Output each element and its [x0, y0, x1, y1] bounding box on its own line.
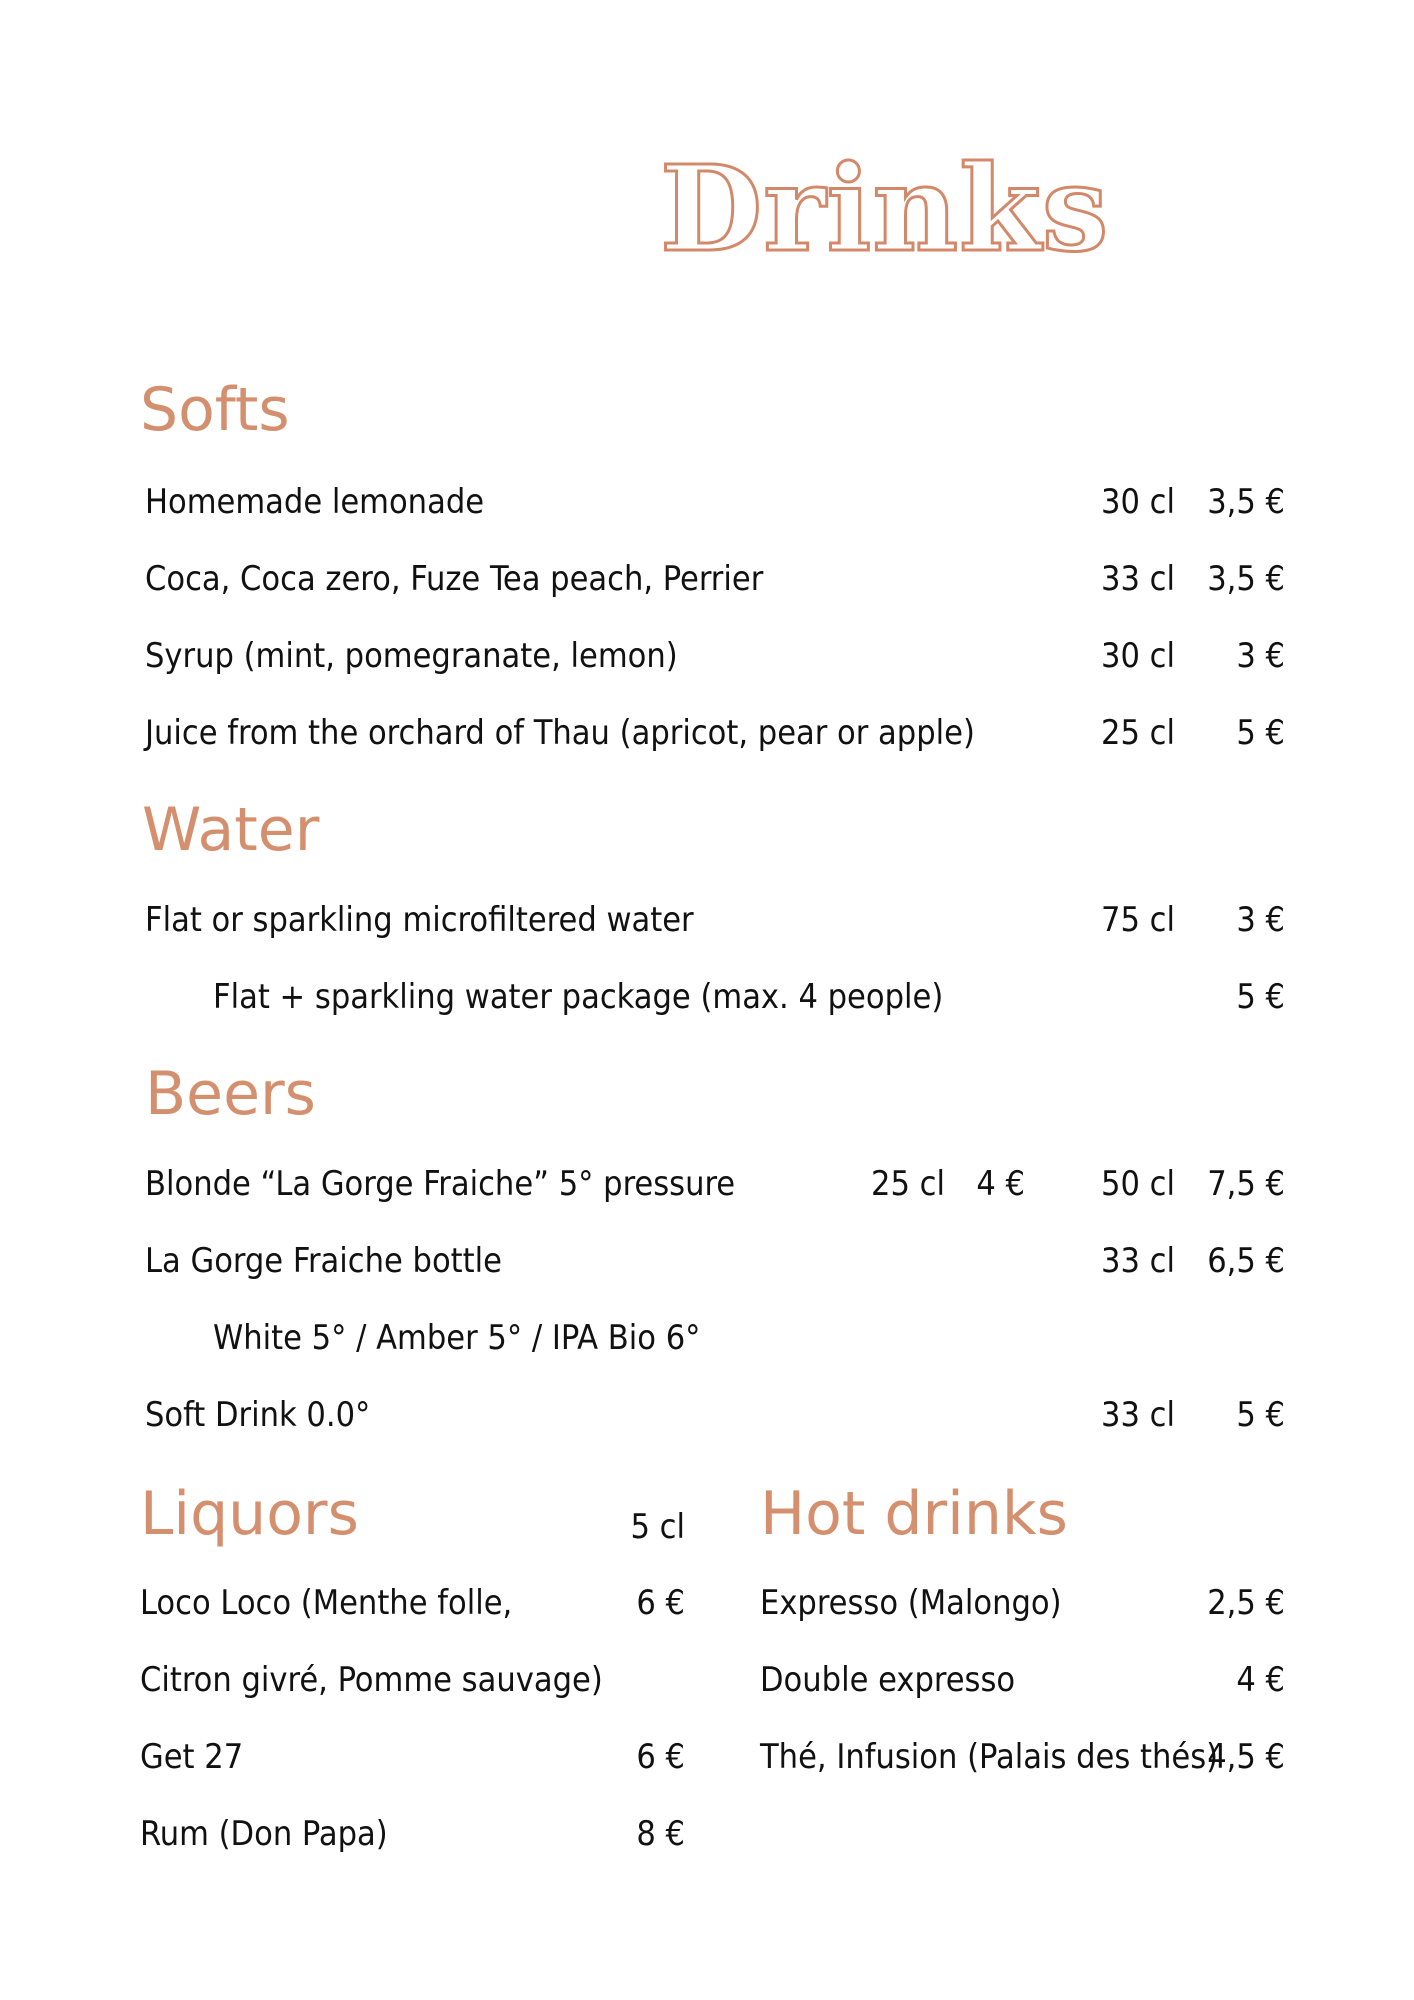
section-heading-beers: Beers [145, 1059, 316, 1129]
item-name: Double expresso [760, 1660, 1016, 1700]
item-volume-small: 25 cl [871, 1164, 945, 1204]
menu-item [140, 1732, 690, 1782]
menu-item [145, 1159, 1285, 1209]
item-price: 3,5 € [1207, 482, 1285, 522]
volume-label: 5 cl [630, 1507, 685, 1547]
menu-item [145, 631, 1285, 681]
menu-item [145, 1313, 1285, 1363]
item-name: Syrup (mint, pomegranate, lemon) [145, 636, 678, 676]
menu-item [145, 708, 1285, 758]
item-name: Homemade lemonade [145, 482, 485, 522]
item-volume: 33 cl [1101, 559, 1175, 599]
item-name: Expresso (Malongo) [760, 1583, 1062, 1623]
menu-item [145, 1390, 1285, 1440]
section-heading-softs: Softs [140, 375, 290, 445]
item-volume: 75 cl [1101, 900, 1175, 940]
item-name: Flat + sparkling water package (max. 4 people) [213, 977, 944, 1017]
item-price: 8 € [636, 1814, 685, 1854]
section-heading-liquors: Liquors [140, 1479, 359, 1549]
item-name: Rum (Don Papa) [140, 1814, 388, 1854]
item-price: 3 € [1236, 900, 1285, 940]
item-price: 5 € [1236, 977, 1285, 1017]
item-name: Thé, Infusion (Palais des thés) [760, 1737, 1219, 1777]
item-name: Loco Loco (Menthe folle, [140, 1583, 513, 1623]
item-price: 3 € [1236, 636, 1285, 676]
liquors-volume-header [620, 1502, 685, 1552]
item-volume: 30 cl [1101, 636, 1175, 676]
item-volume: 25 cl [1101, 713, 1175, 753]
item-price: 6 € [636, 1737, 685, 1777]
menu-item [140, 1655, 690, 1705]
section-heading-hot-drinks: Hot drinks [760, 1479, 1068, 1549]
item-name: Citron givré, Pomme sauvage) [140, 1660, 603, 1700]
item-name: Blonde “La Gorge Fraiche” 5° pressure [145, 1164, 736, 1204]
item-volume: 50 cl [1101, 1164, 1175, 1204]
item-name: Soft Drink 0.0° [145, 1395, 371, 1435]
item-price: 2,5 € [1207, 1583, 1285, 1623]
item-name: Juice from the orchard of Thau (apricot, pear or apple) [145, 713, 975, 753]
item-price: 7,5 € [1207, 1164, 1285, 1204]
item-price: 6 € [636, 1583, 685, 1623]
menu-item [140, 1578, 690, 1628]
item-price: 4 € [1236, 1660, 1285, 1700]
item-name: Flat or sparkling microfiltered water [145, 900, 694, 940]
item-price: 4,5 € [1207, 1737, 1285, 1777]
item-name: Get 27 [140, 1737, 244, 1777]
item-name: Coca, Coca zero, Fuze Tea peach, Perrier [145, 559, 764, 599]
item-price: 3,5 € [1207, 559, 1285, 599]
page-title: Drinks [660, 139, 1110, 278]
item-name: White 5° / Amber 5° / IPA Bio 6° [213, 1318, 701, 1358]
item-price-small: 4 € [976, 1164, 1025, 1204]
menu-item [760, 1578, 1285, 1628]
menu-item [145, 1236, 1285, 1286]
section-heading-water: Water [142, 795, 320, 865]
menu-item [760, 1732, 1285, 1782]
item-name: La Gorge Fraiche bottle [145, 1241, 502, 1281]
item-price: 5 € [1236, 1395, 1285, 1435]
menu-item [140, 1809, 690, 1859]
item-price: 5 € [1236, 713, 1285, 753]
menu-item [145, 477, 1285, 527]
menu-item [145, 895, 1285, 945]
menu-item [145, 554, 1285, 604]
item-volume: 33 cl [1101, 1395, 1175, 1435]
item-price: 6,5 € [1207, 1241, 1285, 1281]
item-volume: 30 cl [1101, 482, 1175, 522]
item-volume: 33 cl [1101, 1241, 1175, 1281]
menu-item [760, 1655, 1285, 1705]
menu-item [145, 972, 1285, 1022]
